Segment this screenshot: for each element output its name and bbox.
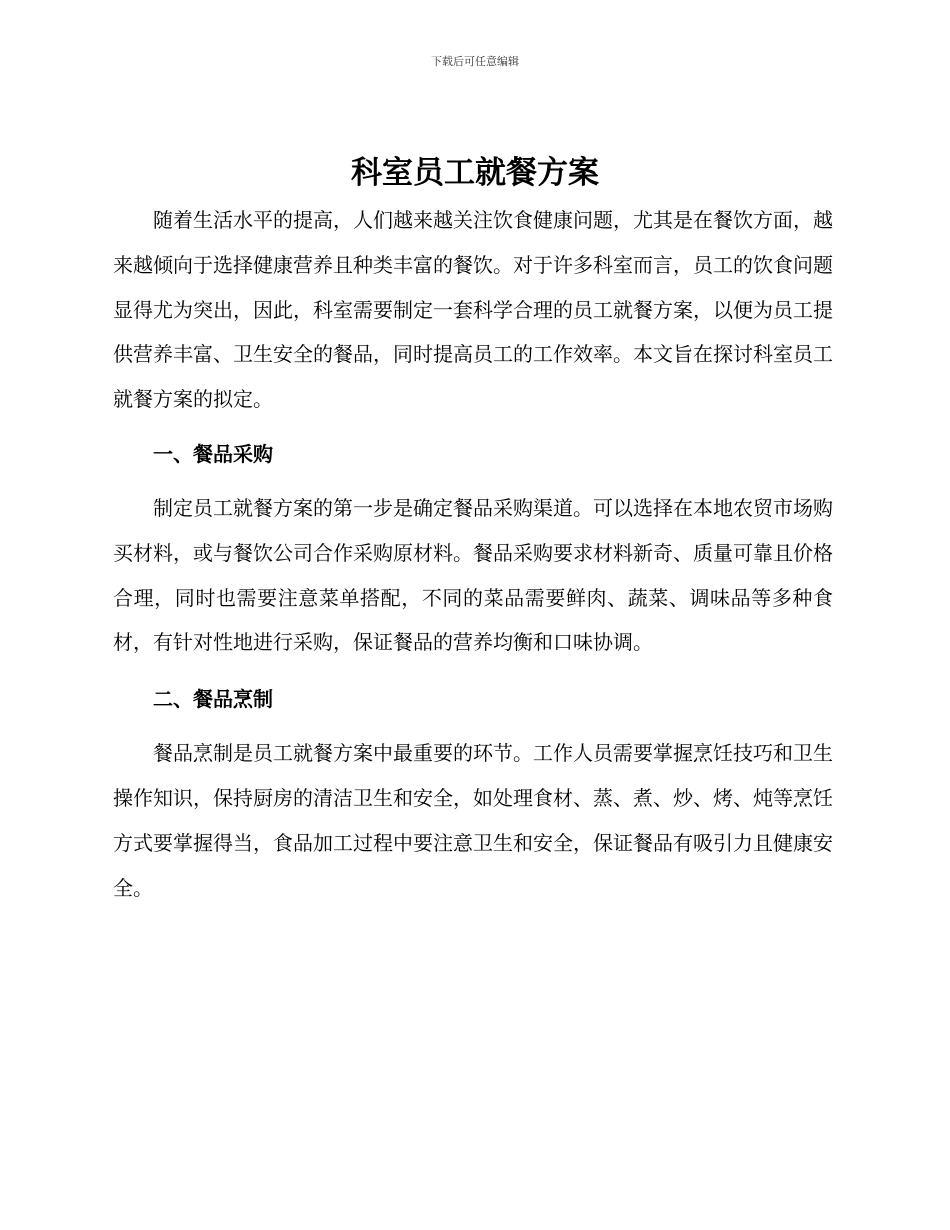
- section-heading-cooking: 二、餐品烹制: [153, 687, 273, 712]
- section-body-cooking: 餐品烹制是员工就餐方案中最重要的环节。工作人员需要掌握烹饪技巧和卫生操作知识，保持厨房的清洁卫生和安全，如处理食材、蒸、煮、炒、烤、炖等烹饪方式要掌握得当，食品加工过程中要注意卫生和安全，保证餐品有吸引力且健康安全。: [113, 741, 833, 900]
- section-heading-procurement: 一、餐品采购: [153, 441, 273, 466]
- document-body: [113, 198, 833, 910]
- intro-paragraph: 随着生活水平的提高，人们越来越关注饮食健康问题，尤其是在餐饮方面，越来越倾向于选择健康营养且种类丰富的餐饮。对于许多科室而言，员工的饮食问题显得尤为突出，因此，科室需要制定一套科学合理的员工就餐方案，以便为员工提供营养丰富、卫生安全的餐品，同时提高员工的工作效率。本文旨在探讨科室员工就餐方案的拟定。: [113, 208, 833, 412]
- header-note: 下载后可任意编辑: [431, 55, 519, 68]
- section-body-procurement: 制定员工就餐方案的第一步是确定餐品采购渠道。可以选择在本地农贸市场购买材料，或与餐饮公司合作采购原材料。餐品采购要求材料新奇、质量可靠且价格合理，同时也需要注意菜单搭配，不同的菜品需要鲜肉、蔬菜、调味品等多种食材，有针对性地进行采购，保证餐品的营养均衡和口味协调。: [113, 495, 833, 655]
- page-title: 科室员工就餐方案: [351, 155, 599, 191]
